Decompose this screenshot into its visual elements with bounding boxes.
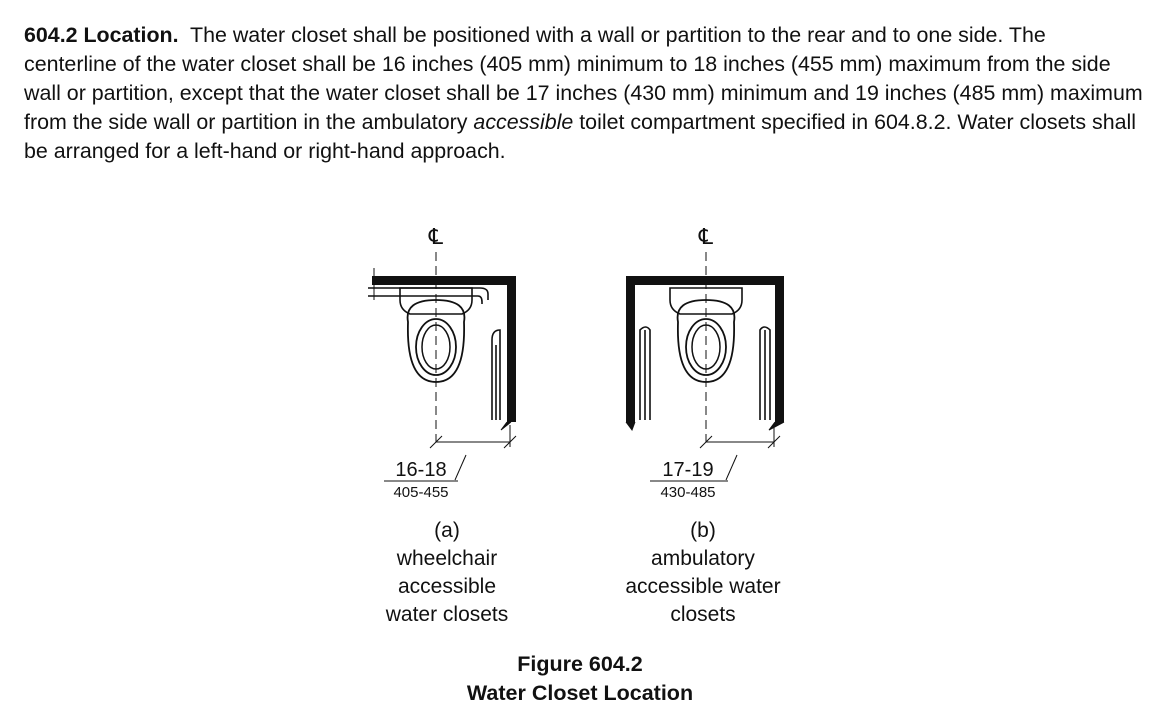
section-text-1: The water closet shall be positioned with a wall or partition to the rear and to one side. The centerline of the water closet shall be 16 inches (405 mm) minimum to 18 inches (455 mm) maximum from the side wall or partition, except that the water closet shall be 17 inches (430 mm) minimum and 19 inches (485 mm) maximum from the side wall or partition in the ambulatory [24,23,1143,134]
dim-mm-a: 405-455 [393,484,449,501]
section-text-2: toilet compartment specified in 604.8.2. Water closets shall be arranged for a left-hand or right-hand approach. [24,110,1137,163]
right-partition-b [775,276,784,422]
caption-a-label: (a) [434,519,460,542]
dim-mm-b: 430-485 [660,484,716,501]
figure-title: Water Closet Location [466,681,694,705]
panel-a-plan [368,224,516,481]
left-partition-b [626,276,635,422]
caption-a-line3: water closets [385,603,509,626]
caption-b-line3: closets [670,603,736,626]
caption-panel-b [593,517,813,629]
caption-b-label: (b) [690,519,716,542]
rear-wall-a [372,276,516,285]
side-wall-a [507,276,516,422]
caption-b-line2: accessible water [625,575,781,598]
centerline-symbol-b: ℄ [698,224,714,249]
caption-panel-a [347,517,547,629]
dim-inches-b: 17-19 [662,459,714,481]
section-heading: 604.2 Location. [24,23,179,47]
section-text-italic: accessible [473,110,574,134]
centerline-symbol-a: ℄ [428,224,444,249]
rear-wall-b [626,276,784,285]
panel-b-plan [626,224,784,481]
figure-number: Figure 604.2 [517,652,643,676]
caption-a-line1: wheelchair [396,547,498,570]
caption-a-line2: accessible [397,575,497,598]
dim-inches-a: 16-18 [395,459,447,481]
caption-b-line1: ambulatory [651,547,755,570]
